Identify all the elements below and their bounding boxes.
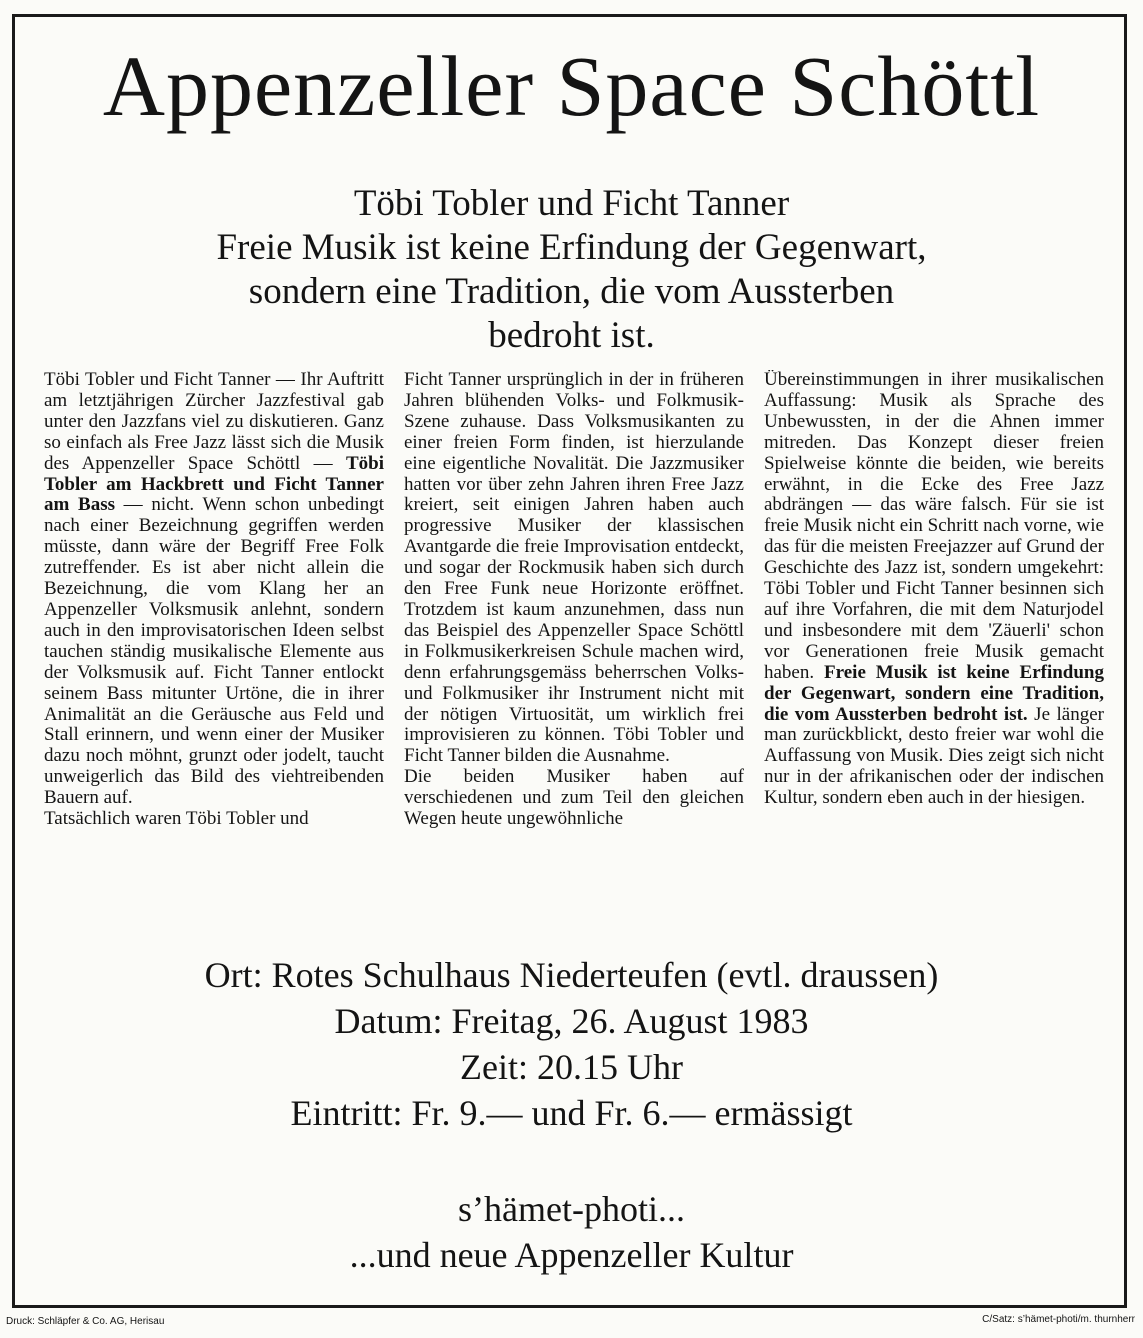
typesetting-credit: C/Satz: s’hämet-photi/m. thurnherr bbox=[982, 1314, 1135, 1325]
article-column-2 bbox=[404, 370, 744, 940]
event-location: Ort: Rotes Schulhaus Niederteufen (evtl. draussen) bbox=[204, 955, 939, 995]
article-text: Töbi Tobler und Ficht Tanner — Ihr Auftritt am letztjährigen Zürcher Jazzfestival gab unter den Jazzfans viel zu diskutieren. Ganz so einfach als Free Jazz lässt sich die Musik des Appenzeller Space Schöttl — bbox=[44, 370, 384, 474]
article-column-3 bbox=[764, 370, 1104, 940]
event-details bbox=[0, 952, 1143, 1136]
subtitle-line: sondern eine Tradition, die vom Aussterben bbox=[248, 271, 895, 312]
subtitle-line: Töbi Tobler und Ficht Tanner bbox=[353, 183, 790, 224]
closing-block bbox=[0, 1186, 1143, 1278]
event-date: Datum: Freitag, 26. August 1983 bbox=[334, 1001, 809, 1041]
closing-line: s’hämet-photi... bbox=[458, 1189, 685, 1229]
article-text: Ficht Tanner ursprünglich in der in früheren Jahren blühenden Volks- und Folkmusik-Szene zuhause. Dass Volksmusikanten zu einer freien Form finden, ist hierzulande eine eigentliche Novalität. Die Jazzmusiker hatten vor über zehn Jahren ihren Free Jazz kreiert, seit einigen Jahren haben auch progressive Musiker der klassischen Avantgarde die freie Improvisation entdeckt, und sogar der Rockmusik haben sich durch den Free Funk neue Horizonte eröffnet. Trotzdem ist kaum anzunehmen, dass nun das Beispiel des Appenzeller Space Schöttl in Folkmusikerkreisen Schule machen wird, denn erfahrungsgemäss beherrschen Volks- und Folkmusiker ihr Instrument nicht mit der nötigen Virtuosität, um wirklich frei improvisieren zu können. Töbi Tobler und Ficht Tanner bilden die Ausnahme. bbox=[404, 370, 744, 767]
printer-credit: Druck: Schläpfer & Co. AG, Herisau bbox=[6, 1316, 165, 1327]
article-text-bold: Töbi Tobler am Hackbrett und Ficht Tanner am Bass bbox=[44, 452, 384, 516]
event-admission: Eintritt: Fr. 9.— und Fr. 6.— ermässigt bbox=[290, 1093, 853, 1133]
closing-line: ...und neue Appenzeller Kultur bbox=[349, 1235, 794, 1275]
subtitle-line: bedroht ist. bbox=[488, 315, 655, 356]
article-columns bbox=[44, 370, 1104, 940]
article-column-1 bbox=[44, 370, 384, 940]
article-text: Je länger man zurückblickt, desto freier war wohl die Auffassung von Musik. Dies zeigt sich nicht nur in der afrikanischen oder der indischen Kultur, sondern eben auch in der hiesigen. bbox=[764, 703, 1104, 809]
poster-title: Appenzeller Space Schöttl bbox=[102, 38, 1041, 134]
article-text-bold: Freie Musik ist keine Erfindung der Gegenwart, sondern eine Tradition, die vom Aussterben bedroht ist. bbox=[764, 661, 1104, 725]
subtitle-line: Freie Musik ist keine Erfindung der Gegenwart, bbox=[216, 227, 927, 268]
article-text: Tatsächlich waren Töbi Tobler und bbox=[44, 808, 309, 830]
article-text: Die beiden Musiker haben auf verschiedenen und zum Teil den gleichen Wegen heute ungewöhnliche bbox=[404, 766, 744, 830]
subtitle-block bbox=[0, 182, 1143, 358]
event-time: Zeit: 20.15 Uhr bbox=[460, 1047, 683, 1087]
article-text: — nicht. Wenn schon unbedingt nach einer Bezeichnung gegriffen werden müsste, dann wäre der Begriff Free Folk zutreffender. Es ist aber nicht allein die Bezeichnung, die vom Klang her an Appenzeller Volksmusik anlehnt, sondern auch in den improvisatorischen Ideen selbst tauchen ständig musikalische Elemente aus der Volksmusik auf. Ficht Tanner entlockt seinem Bass mitunter Urtöne, die in ihrer Animalität an die Geräusche aus Feld und Stall erinnern, und wenn einer der Musiker dazu noch möhnt, grunzt oder jodelt, taucht unweigerlich das Bild des viehtreibenden Bauern auf. bbox=[44, 494, 384, 809]
article-text: Übereinstimmungen in ihrer musikalischen Auffassung: Musik als Sprache des Unbewussten, in der die Ahnen immer mitreden. Das Konzept dieser freien Spielweise könnte die beiden, wie bereits erwähnt, in die Ecke des Free Jazz abdrängen — das wäre falsch. Für sie ist freie Musik nicht ein Schritt nach vorne, wie das für die meisten Freejazzer auf Grund der Geschichte des Jazz ist, sondern umgekehrt: Töbi Tobler und Ficht Tanner besinnen sich auf ihre Vorfahren, die mit dem Naturjodel und insbesondere mit dem 'Zäuerli' schon vor Generationen freie Musik gemacht haben. bbox=[764, 370, 1104, 683]
